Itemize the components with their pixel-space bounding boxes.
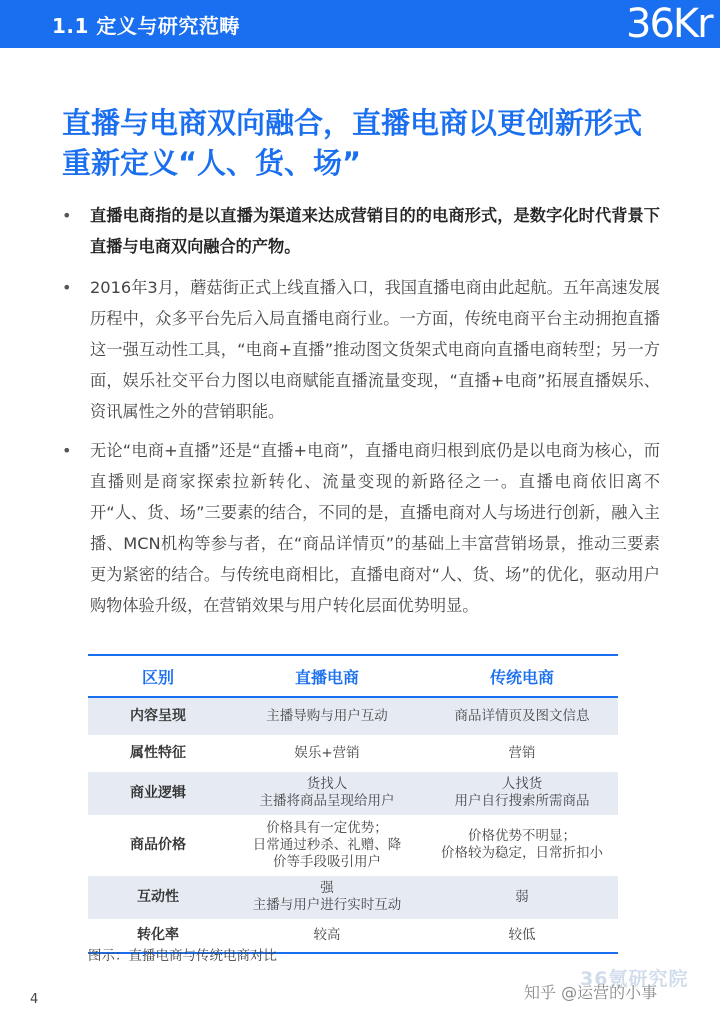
cell-line: 人找货 (501, 776, 543, 792)
header-cell-live-commerce: 直播电商 (228, 655, 426, 697)
cell-line: 日常通过秒杀、礼赠、降 (252, 836, 402, 853)
cell-line: 价格具有一定优势； (266, 819, 388, 836)
traditional-cell (426, 697, 618, 735)
live-cell (228, 697, 426, 735)
bullet-item (62, 200, 660, 262)
section-title: 1.1 定义与研究范畴 (52, 14, 240, 38)
traditional-cell (426, 771, 618, 815)
cell-line: 强 (320, 880, 334, 896)
header-cell-category: 区别 (88, 655, 228, 697)
live-cell (228, 771, 426, 815)
table-row (88, 697, 618, 735)
cell-line: 价等手段吸引用户 (273, 853, 381, 870)
comparison-table (88, 654, 618, 954)
row-label: 转化率 (88, 919, 228, 953)
headline-line-2: 重新定义“人、货、场” (62, 146, 362, 180)
table-header-row (88, 655, 618, 697)
row-label: 属性特征 (88, 735, 228, 771)
row-label: 互动性 (88, 875, 228, 919)
page-number: 4 (30, 992, 39, 1007)
cell-line: 价格优势不明显； (468, 828, 576, 844)
table-row (88, 771, 618, 815)
bullet-item (62, 435, 660, 621)
cell-line: 较低 (508, 927, 536, 944)
cell-line: 主播导购与用户互动 (266, 707, 388, 724)
cell-line: 商品详情页及图文信息 (454, 707, 590, 724)
brand-logo: 36Kr (626, 1, 712, 47)
cell-line: 主播与用户进行实时互动 (252, 897, 402, 913)
header-bar (0, 0, 720, 48)
bullet-dot-icon: • (62, 278, 72, 297)
table-row (88, 735, 618, 771)
cell-line: 主播将商品呈现给用户 (259, 793, 395, 809)
page-headline (62, 103, 672, 183)
table-row (88, 875, 618, 919)
cell-line: 价格较为稳定，日常折扣小 (441, 845, 603, 861)
watermark-zhihu: 知乎 @运营的小事 (524, 983, 658, 1002)
cell-line: 营销 (508, 744, 536, 761)
bullet-item (62, 272, 660, 427)
bullet-text: 2016年3月，蘑菇街正式上线直播入口，我国直播电商由此起航。五年高速发展历程中，众多平台先后入局直播电商行业。一方面，传统电商平台主动拥抱直播这一强互动性工具，“电商+直播”推动图文货架式电商向直播电商转型；另一方面，娱乐社交平台力图以电商赋能直播流量变现，“直播+电商”拓展直播娱乐、资讯属性之外的营销职能。 (90, 278, 660, 421)
bullet-text: 无论“电商+直播”还是“直播+电商”，直播电商归根到底仍是以电商为核心，而直播则是商家探索拉新转化、流量变现的新路径之一。直播电商依旧离不开“人、货、场”三要素的结合，不同的是，直播电商对人与场进行创新，融入主播、MCN机构等参与者，在“商品详情页”的基础上丰富营销场景，推动三要素更为紧密的结合。与传统电商相比，直播电商对“人、货、场”的优化，驱动用户购物体验升级，在营销效果与用户转化层面优势明显。 (90, 441, 660, 615)
row-label: 商业逻辑 (88, 771, 228, 815)
traditional-cell (426, 735, 618, 771)
bullet-list (62, 200, 660, 629)
row-label: 内容呈现 (88, 697, 228, 735)
table-caption: 图示：直播电商与传统电商对比 (88, 948, 277, 964)
traditional-cell (426, 815, 618, 875)
cell-line: 用户自行搜索所需商品 (454, 793, 590, 809)
header-cell-traditional-commerce: 传统电商 (426, 655, 618, 697)
bullet-dot-icon: • (62, 441, 72, 460)
row-label: 商品价格 (88, 815, 228, 875)
table-row (88, 815, 618, 875)
cell-line: 娱乐+营销 (294, 744, 360, 761)
watermark-research-institute: 36氪研究院 (580, 968, 689, 990)
cell-line: 货找人 (306, 776, 348, 792)
live-cell (228, 815, 426, 875)
cell-line: 较高 (313, 927, 341, 944)
bullet-dot-icon: • (62, 206, 72, 225)
traditional-cell (426, 919, 618, 953)
headline-line-1: 直播与电商双向融合，直播电商以更创新形式 (62, 106, 643, 140)
live-cell (228, 875, 426, 919)
bullet-text: 直播电商指的是以直播为渠道来达成营销目的的电商形式，是数字化时代背景下直播与电商双向融合的产物。 (90, 206, 660, 256)
traditional-cell (426, 875, 618, 919)
live-cell (228, 735, 426, 771)
cell-line: 弱 (515, 888, 529, 905)
